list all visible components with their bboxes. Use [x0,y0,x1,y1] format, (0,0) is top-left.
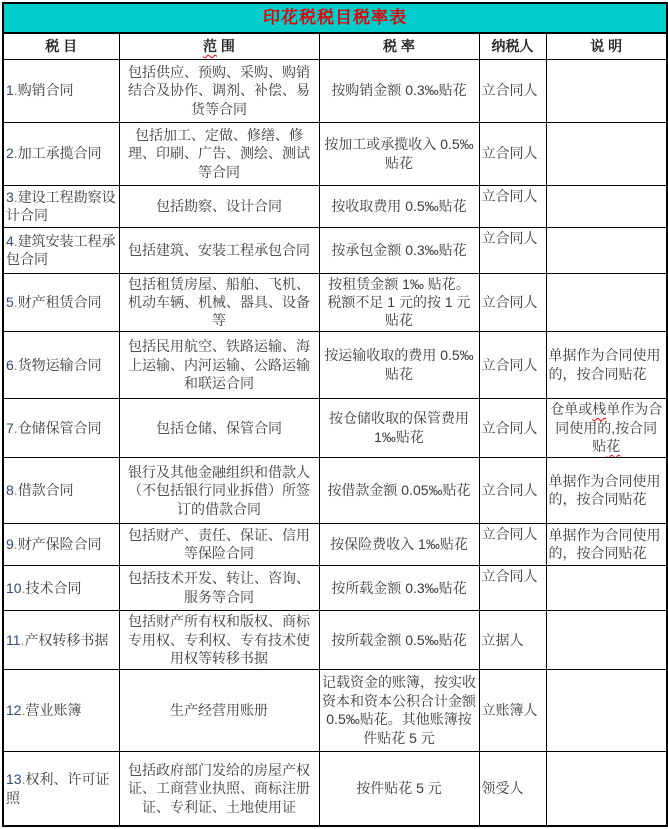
item-number-dot: . [13,482,18,499]
item-number-dot: . [21,579,26,596]
item-name: 建筑安装工程承包合同 [6,232,116,267]
table-row [3,751,667,826]
cell-scope: 包括财产、责任、保证、信用等保险合同 [119,523,319,565]
cell-scope: 包括租赁房屋、船舶、飞机、机动车辆、机械、器具、设备等 [119,273,319,331]
spellcheck-flagged-text: 范 [203,38,218,55]
item-number-dot: . [13,188,18,205]
table-row [3,273,667,331]
item-number-dot: . [13,356,18,373]
cell-note [546,59,667,122]
col-header-scope [119,33,319,59]
item-name: 技术合同 [25,579,82,596]
item-number: 5 [6,293,14,310]
cell-taxpayer: 立合同人 [479,331,546,398]
cell-taxpayer: 立合同人 [479,565,546,610]
item-number: 3 [6,188,14,205]
cell-tax-item [3,185,119,227]
item-name: 权利、许可证照 [6,771,110,806]
item-number-dot: . [13,536,18,553]
cell-taxpayer: 立合同人 [479,523,546,565]
cell-rate: 按租赁金额 1‰ 贴花。税额不足 1 元的按 1 元贴花 [319,273,479,331]
cell-rate: 按所载金额 0.5‰贴花 [319,610,479,669]
cell-tax-item [3,273,119,331]
cell-taxpayer: 立合同人 [479,398,546,457]
cell-note [546,669,667,751]
item-number: 7 [6,419,14,436]
cell-tax-item [3,457,119,523]
item-name: 营业账簿 [25,702,82,719]
col-header-item: 税 目 [3,33,119,59]
cell-scope: 包括勘察、设计合同 [119,185,319,227]
cell-taxpayer: 领受人 [479,751,546,826]
item-name: 购销合同 [17,82,74,99]
col-header-scope-rest: 围 [217,38,235,55]
cell-tax-item [3,610,119,669]
item-name: 财产租赁合同 [17,293,102,310]
col-header-note: 说 明 [546,33,667,59]
cell-scope: 包括加工、定做、修缮、修理、印刷、广告、测绘、测试等合同 [119,122,319,185]
cell-tax-item [3,523,119,565]
item-number-dot: . [13,293,18,310]
cell-note [546,398,667,457]
cell-rate: 按仓储收取的保管费用 1‰贴花 [319,398,479,457]
item-number-dot: . [13,232,18,249]
cell-tax-item [3,751,119,826]
cell-taxpayer: 立合同人 [479,122,546,185]
cell-scope: 银行及其他金融组织和借款人（不包括银行同业拆借）所签订的借款合同 [119,457,319,523]
cell-taxpayer: 立合同人 [479,457,546,523]
cell-taxpayer: 立合同人 [479,185,546,227]
item-number-dot: . [21,702,26,719]
cell-note [546,185,667,227]
item-name: 财产保险合同 [17,536,102,553]
title-row [3,3,667,33]
cell-tax-item [3,565,119,610]
note-text: 仓单或 [550,401,593,418]
table-row [3,227,667,273]
cell-scope: 包括民用航空、铁路运输、海上运输、内河运输、公路运输和联运合同 [119,331,319,398]
item-number: 12 [6,702,22,719]
item-number-dot: . [21,771,26,788]
item-number-dot: . [13,82,18,99]
table-row [3,457,667,523]
cell-scope: 包括政府部门发给的房屋产权证、工商营业执照、商标注册证、专利证、土地使用证 [119,751,319,826]
spellcheck-flagged-text: 花 [606,438,621,455]
cell-rate: 按运输收取的费用 0.5‰贴花 [319,331,479,398]
cell-taxpayer: 立合同人 [479,227,546,273]
table-row [3,565,667,610]
item-name: 借款合同 [17,482,74,499]
cell-tax-item [3,122,119,185]
item-name: 仓储保管合同 [17,419,102,436]
item-number: 11 [6,631,21,648]
cell-rate: 记载资金的账簿，按实收资本和资本公积合计金额 0.5‰贴花。其他账簿按件贴花 5 元 [319,669,479,751]
table-row [3,523,667,565]
item-number: 2 [6,145,14,162]
cell-scope: 包括技术开发、转让、咨询、服务等合同 [119,565,319,610]
table-row [3,331,667,398]
item-name: 加工承揽合同 [17,145,102,162]
cell-taxpayer: 立合同人 [479,59,546,122]
cell-taxpayer: 立据人 [479,610,546,669]
cell-tax-item [3,669,119,751]
cell-tax-item [3,331,119,398]
col-header-rate: 税 率 [319,33,479,59]
cell-tax-item [3,398,119,457]
spellcheck-flagged-text: 栈 [592,401,607,418]
table-row [3,398,667,457]
cell-scope: 包括财产所有权和版权、商标专用权、专利权、专有技术使用权等转移书据 [119,610,319,669]
cell-scope: 生产经营用账册 [119,669,319,751]
header-row [3,33,667,59]
table-row [3,610,667,669]
cell-taxpayer: 立合同人 [479,273,546,331]
table-row [3,669,667,751]
cell-rate: 按收取费用 0.5‰贴花 [319,185,479,227]
cell-note [546,122,667,185]
cell-note [546,610,667,669]
item-name: 建设工程勘察设计合同 [6,188,116,223]
cell-note: 单据作为合同使用的，按合同贴花 [546,457,667,523]
cell-rate: 按件贴花 5 元 [319,751,479,826]
cell-rate: 按借款金额 0.05‰贴花 [319,457,479,523]
cell-rate: 按加工或承揽收入 0.5‰贴花 [319,122,479,185]
cell-scope: 包括建筑、安装工程承包合同 [119,227,319,273]
table-row [3,59,667,122]
table-row [3,122,667,185]
cell-tax-item [3,59,119,122]
item-number: 10 [6,579,22,596]
col-header-taxpayer: 纳税人 [479,33,546,59]
item-number: 1 [6,82,14,99]
tax-rate-table [2,2,668,827]
item-number: 8 [6,482,14,499]
page-title: 印花税税目税率表 [3,3,667,33]
cell-rate: 按承包金额 0.3‰贴花 [319,227,479,273]
item-number-dot: . [13,419,18,436]
cell-scope: 包括仓储、保管合同 [119,398,319,457]
cell-note [546,227,667,273]
item-number-dot: . [20,631,25,648]
cell-scope: 包括供应、预购、采购、购销结合及协作、调剂、补偿、易货等合同 [119,59,319,122]
cell-rate: 按保险费收入 1‰贴花 [319,523,479,565]
cell-note: 单据作为合同使用的，按合同贴花 [546,523,667,565]
item-number: 6 [6,356,14,373]
cell-tax-item [3,227,119,273]
item-number: 13 [6,771,22,788]
item-name: 产权转移书据 [24,631,109,648]
table-row [3,185,667,227]
cell-note [546,751,667,826]
cell-note [546,565,667,610]
note-text: 单作为合同使用的,按合同贴 [555,401,663,455]
cell-note: 单据作为合同使用的，按合同贴花 [546,331,667,398]
item-number: 4 [6,232,14,249]
cell-rate: 按所载金额 0.3‰贴花 [319,565,479,610]
cell-note [546,273,667,331]
item-number: 9 [6,536,14,553]
item-name: 货物运输合同 [17,356,102,373]
cell-rate: 按购销金额 0.3‰贴花 [319,59,479,122]
item-number-dot: . [13,145,18,162]
cell-taxpayer: 立账簿人 [479,669,546,751]
